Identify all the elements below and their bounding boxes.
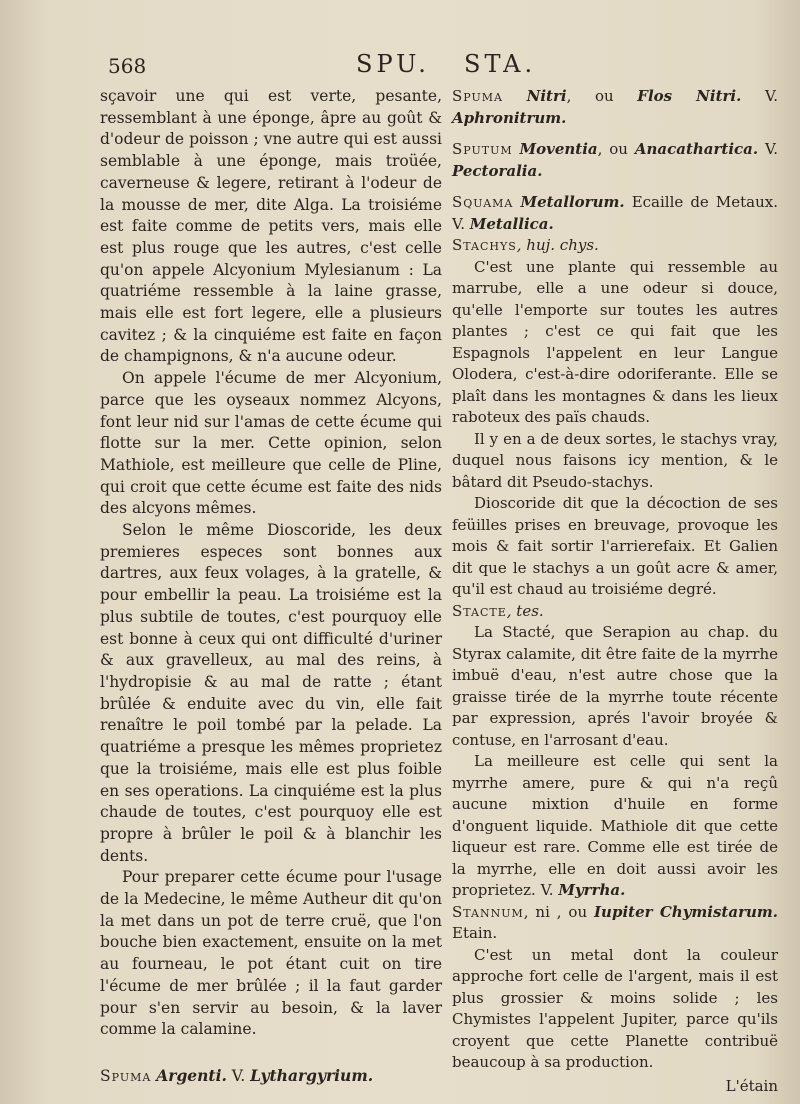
entry-squama xyxy=(452,192,778,235)
entry-spuma-argenti xyxy=(100,1065,442,1088)
entry-ref: V. xyxy=(231,1066,246,1085)
entry-connector: , ou xyxy=(566,87,614,105)
entry-alt-name: Anacathartica. xyxy=(634,140,759,158)
running-header xyxy=(108,48,760,82)
entry-target: Aphronitrum. xyxy=(452,108,567,127)
page-number: 568 xyxy=(108,54,147,78)
entry-target: Metallica. xyxy=(469,214,554,233)
entry-connector: , ou xyxy=(597,140,628,158)
entry-stannum xyxy=(452,902,778,945)
entry-headword: Squama xyxy=(452,193,514,211)
entry-headword: Stannum xyxy=(452,902,524,921)
header-left-title: SPU. xyxy=(356,50,430,78)
entry-alt-name: Flos Nitri. xyxy=(637,87,742,105)
entry-name: Argenti. xyxy=(156,1065,227,1085)
entry-stachys xyxy=(452,235,778,257)
paragraph-with-ref xyxy=(452,751,778,902)
paragraph: On appele l'écume de mer Alcyonium, parce que les oyseaux nommez Alcyons, font leur nid sur l'amas de cette écume qui flotte sur la mer. Cette opinion, selon Mathiole, est meilleure que celle de Pline, qui croit que cette écume est faite des nids des alcyons mêmes. xyxy=(100,369,442,518)
paragraph: Dioscoride dit que la décoction de ses feüilles prises en breuvage, provoque les mois & fait sortir l'arrierefaix. Et Galien dit que le stachys a un goût acre & amer, qu'il est chaud au troisiéme degré. xyxy=(452,494,778,598)
paragraph: sçavoir une qui est verte, pesante, ressemblant à une éponge, âpre au goût & d'odeur de poisson ; vne autre qui est aussi semblable à une éponge, mais troüée, caverneuse & legere, retirant à l'odeur de la mousse de mer, dite Alga. La troisiéme est faite comme de petits vers, mais elle est plus rouge que les autres, c'est celle qu'on appele Alcyonium Mylesianum : La quatriéme ressemble à la laine grasse, mais elle est fort legere, elle a plusieurs cavitez ; & la cinquiéme est faite en façon de champignons, & n'a aucune odeur. xyxy=(100,87,442,366)
entry-target: Myrrha. xyxy=(558,881,626,899)
entry-name: Metallorum. xyxy=(520,193,625,211)
entry-headword: Stacte xyxy=(452,601,507,620)
entry-text: Etain. xyxy=(452,924,498,942)
paragraph: Selon le même Dioscoride, les deux premieres especes sont bonnes aux dartres, aux feux volages, à la gratelle, & pour embellir la peau. La troisiéme est la plus subtile de toutes, c'est pourquoy elle est bonne à ceux qui ont difficulté d'uriner & aux gravelleux, au mal des reins, à l'hydropisie & au mal de ratte ; étant brûlée & enduite avec du vin, elle fait renaître le poil tombé par la pelade. La quatriéme a presque les mêmes proprietez que la troisiéme, mais elle est plus foible en ses operations. La cinquiéme est la plus chaude de toutes, c'est pourquoy elle est propre à brûler le poil & à blanchir les dents. xyxy=(100,521,442,865)
entry-target: Lythargyrium. xyxy=(250,1065,374,1085)
entry-headword: Stachys xyxy=(452,236,517,254)
entry-ref: V. xyxy=(765,140,778,158)
entry-headword: Spuma xyxy=(452,87,503,105)
entry-sputum xyxy=(452,139,778,182)
paragraph: Il y en a de deux sortes, le stachys vray, duquel nous faisons icy mention, & le bâtard dit Pseudo-stachys. xyxy=(452,429,778,491)
paragraph: C'est un metal dont la couleur approche fort celle de l'argent, mais il est plus grossier & moins solide ; les Chymistes l'appelent Jupiter, parce qu'ils croyent que cette Planette contribuë beaucoup à sa production. xyxy=(452,945,778,1071)
entry-ref: V. xyxy=(764,87,778,105)
entry-target: Pectoralia. xyxy=(452,161,543,180)
entry-headword: Sputum xyxy=(452,140,513,158)
header-right-title: STA. xyxy=(464,50,537,78)
entry-alt-name: Iupiter Chymistarum. xyxy=(594,902,778,921)
entry-forms: , ni , ou xyxy=(523,902,588,921)
entry-forms: , huj. chys. xyxy=(516,236,599,254)
entry-headword: Spuma xyxy=(100,1066,152,1085)
entry-stacte xyxy=(452,601,778,623)
paragraph: La Stacté, que Serapion au chap. du Styrax calamite, dit être faite de la myrrhe imbuë d'eau, n'est autre chose que la graisse tirée de la myrrhe toute récente par expression, aprés l'avoir broyée & contuse, en l'arrosant d'eau. xyxy=(452,623,778,749)
entry-forms: , tes. xyxy=(506,601,544,620)
catchword: L'étain xyxy=(725,1076,778,1095)
entry-text: Ecaille de Metaux. V. xyxy=(452,193,778,233)
entry-spuma-nitri xyxy=(452,86,778,129)
paragraph: Pour preparer cette écume pour l'usage de la Medecine, le même Autheur dit qu'on la met dans un pot de terre cruë, que l'on bouche bien exactement, ensuite on la met au fourneau, le pot étant cuit on tire l'écume de mer brûlée ; il la faut garder pour s'en servir au besoin, & la laver comme la calamine. xyxy=(100,868,442,1039)
paragraph-text: La meilleure est celle qui sent la myrrhe amere, pure & qui n'a reçû aucune mixtion d'huile en forme d'onguent liquide. Mathiole dit que cette liqueur est rare. Comme elle est tirée de la myrrhe, elle en doit aussi avoir les proprietez. V. xyxy=(452,752,778,899)
entry-name: Moventia xyxy=(519,140,598,158)
left-column xyxy=(100,86,442,1088)
entry-name: Nitri xyxy=(526,87,567,105)
right-column xyxy=(452,86,778,1097)
paragraph: C'est une plante qui ressemble au marrube, elle a une odeur si douce, qu'elle l'emporte sur toutes les autres plantes ; c'est ce qui fait que les Espagnols l'appelent en leur Langue Olodera, c'est-à-dire odoriferante. Elle se plaît dans les montagnes & dans les lieux raboteux des païs chauds. xyxy=(452,257,778,426)
